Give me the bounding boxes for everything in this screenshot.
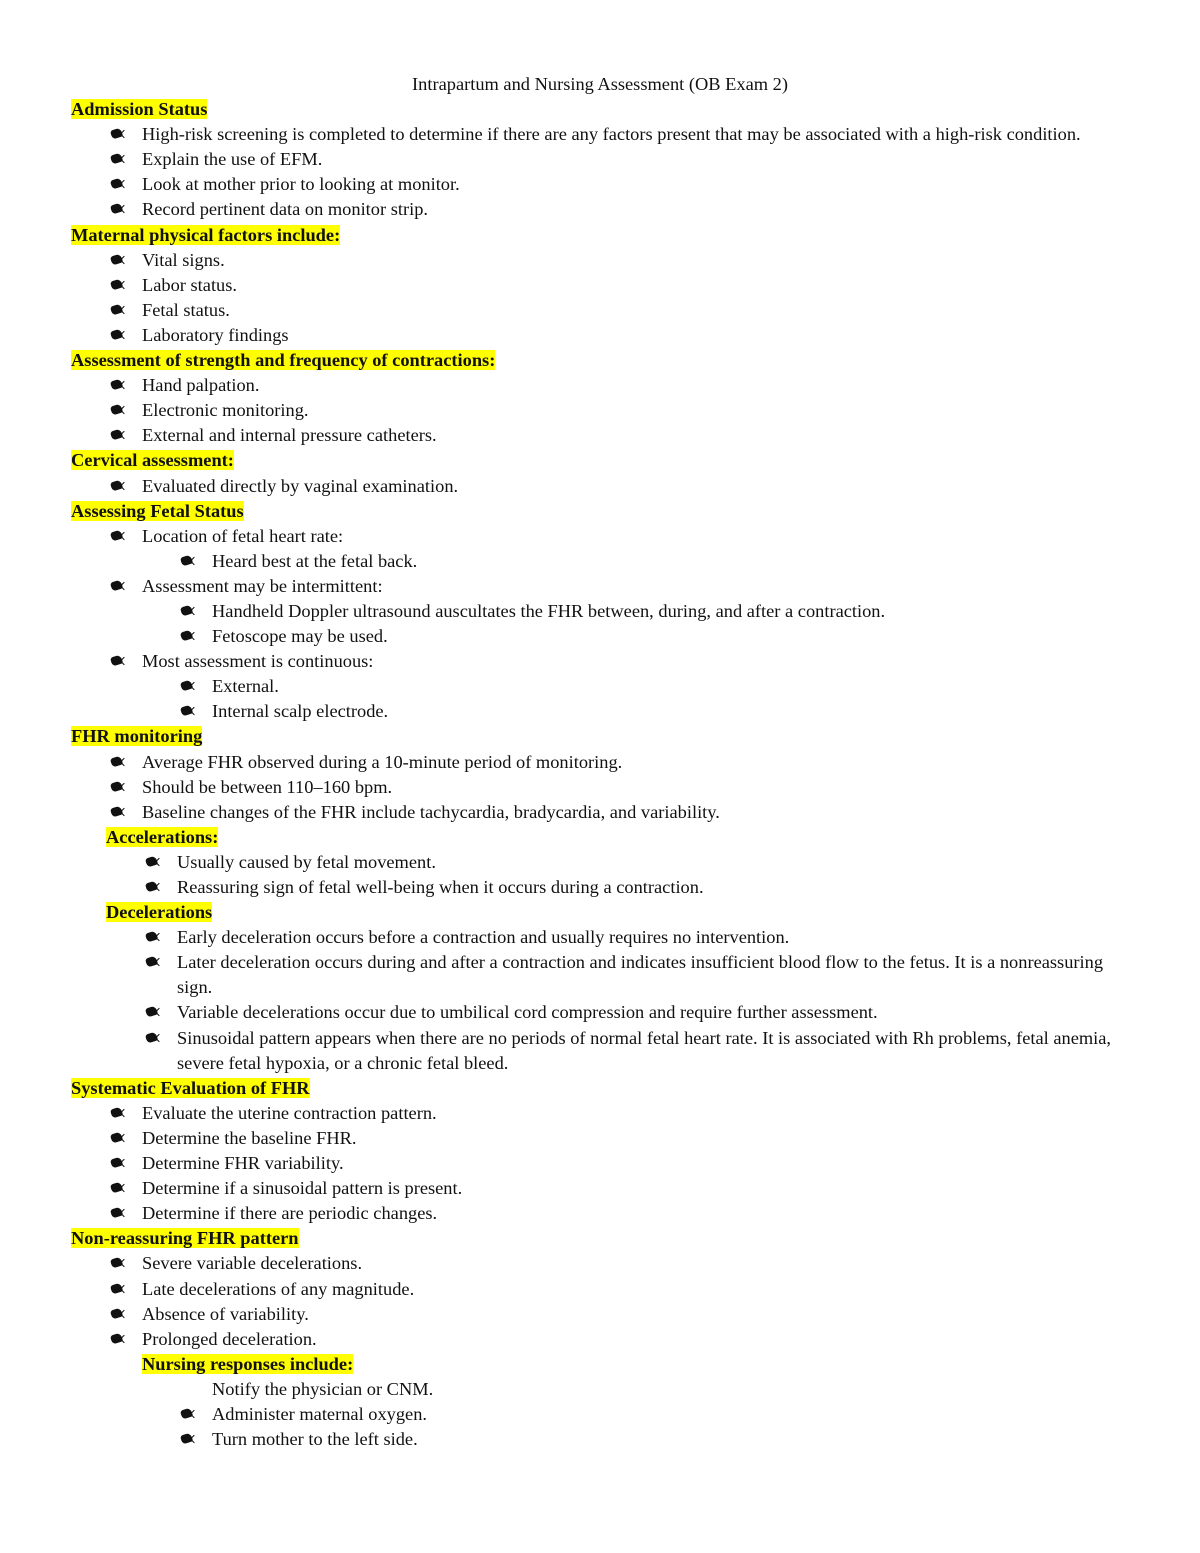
list-item: Record pertinent data on monitor strip.	[71, 197, 1131, 222]
hand-bullet-icon	[180, 678, 198, 694]
list-item: Determine if a sinusoidal pattern is present.	[71, 1176, 1131, 1201]
hand-bullet-icon	[110, 151, 128, 167]
section-heading-fetal: Assessing Fetal Status	[71, 500, 244, 521]
list-item: Sinusoidal pattern appears when there are no periods of normal fetal heart rate. It is associated with Rh problems, fetal anemia, severe fetal hypoxia, or a chronic fetal bleed.	[71, 1026, 1131, 1076]
hand-bullet-icon	[110, 1105, 128, 1121]
list-item: Look at mother prior to looking at monitor.	[71, 172, 1131, 197]
list-item: Internal scalp electrode.	[71, 699, 1131, 724]
hand-bullet-icon	[110, 1331, 128, 1347]
hand-bullet-icon	[110, 528, 128, 544]
list-item: Fetoscope may be used.	[71, 624, 1131, 649]
hand-bullet-icon	[180, 703, 198, 719]
list-item: Assessment may be intermittent:	[71, 574, 1131, 599]
hand-bullet-icon	[180, 603, 198, 619]
list-item: Determine FHR variability.	[71, 1151, 1131, 1176]
section-heading-maternal: Maternal physical factors include:	[71, 224, 341, 245]
hand-bullet-icon	[110, 1205, 128, 1221]
list-item: Average FHR observed during a 10-minute period of monitoring.	[71, 750, 1131, 775]
hand-bullet-icon	[110, 779, 128, 795]
list-item: High-risk screening is completed to determine if there are any factors present that may be associated with a high-risk condition.	[71, 122, 1131, 147]
hand-bullet-icon	[110, 327, 128, 343]
hand-bullet-icon	[145, 954, 163, 970]
list-item: External and internal pressure catheters.	[71, 423, 1131, 448]
list-item: Handheld Doppler ultrasound auscultates the FHR between, during, and after a contraction.	[71, 599, 1131, 624]
list-item: Determine the baseline FHR.	[71, 1126, 1131, 1151]
hand-bullet-icon	[145, 1004, 163, 1020]
list-item: Prolonged deceleration.	[71, 1327, 1131, 1352]
hand-bullet-icon	[110, 427, 128, 443]
hand-bullet-icon	[110, 201, 128, 217]
hand-bullet-icon	[110, 478, 128, 494]
hand-bullet-icon	[110, 252, 128, 268]
list-item: Severe variable decelerations.	[71, 1251, 1131, 1276]
hand-bullet-icon	[145, 929, 163, 945]
hand-bullet-icon	[145, 854, 163, 870]
list-item: Early deceleration occurs before a contraction and usually requires no intervention.	[71, 925, 1131, 950]
section-heading-contractions: Assessment of strength and frequency of contractions:	[71, 350, 496, 371]
document-title: Intrapartum and Nursing Assessment (OB Exam 2)	[412, 74, 788, 94]
list-item: Late decelerations of any magnitude.	[71, 1277, 1131, 1302]
hand-bullet-icon	[110, 377, 128, 393]
subheading-accelerations: Accelerations:	[106, 826, 219, 847]
list-item: Evaluate the uterine contraction pattern.	[71, 1101, 1131, 1126]
list-item: Most assessment is continuous:	[71, 649, 1131, 674]
list-item: Determine if there are periodic changes.	[71, 1201, 1131, 1226]
hand-bullet-icon	[110, 1255, 128, 1271]
hand-bullet-icon	[145, 1030, 163, 1046]
hand-bullet-icon	[110, 176, 128, 192]
list-item: Heard best at the fetal back.	[71, 549, 1131, 574]
hand-bullet-icon	[180, 553, 198, 569]
document	[71, 72, 1131, 1452]
subheading-nursing-responses: Nursing responses include:	[142, 1353, 354, 1374]
section-heading-systematic: Systematic Evaluation of FHR	[71, 1077, 310, 1098]
list-item: Location of fetal heart rate:	[71, 524, 1131, 549]
hand-bullet-icon	[110, 804, 128, 820]
hand-bullet-icon	[145, 879, 163, 895]
list-item: Electronic monitoring.	[71, 398, 1131, 423]
list-item: Absence of variability.	[71, 1302, 1131, 1327]
hand-bullet-icon	[180, 1406, 198, 1422]
section-heading-admission: Admission Status	[71, 99, 208, 120]
list-item: External.	[71, 674, 1131, 699]
subheading-decelerations: Decelerations	[106, 902, 213, 923]
hand-bullet-icon	[110, 754, 128, 770]
hand-bullet-icon	[110, 302, 128, 318]
nursing-response-text: Notify the physician or CNM.	[212, 1378, 434, 1399]
list-item: Hand palpation.	[71, 373, 1131, 398]
hand-bullet-icon	[110, 402, 128, 418]
list-item: Explain the use of EFM.	[71, 147, 1131, 172]
hand-bullet-icon	[110, 1180, 128, 1196]
hand-bullet-icon	[110, 653, 128, 669]
hand-bullet-icon	[110, 277, 128, 293]
list-item: Later deceleration occurs during and after a contraction and indicates insufficient blood flow to the fetus. It is a nonreassuring sign.	[71, 950, 1131, 1000]
list-item: Baseline changes of the FHR include tachycardia, bradycardia, and variability.	[71, 800, 1131, 825]
section-heading-cervical: Cervical assessment:	[71, 450, 234, 471]
list-item: Labor status.	[71, 273, 1131, 298]
list-item: Variable decelerations occur due to umbilical cord compression and require further assessment.	[71, 1000, 1131, 1025]
list-item: Fetal status.	[71, 298, 1131, 323]
list-item: Vital signs.	[71, 248, 1131, 273]
hand-bullet-icon	[180, 628, 198, 644]
hand-bullet-icon	[110, 1130, 128, 1146]
list-item: Administer maternal oxygen.	[71, 1402, 1131, 1427]
hand-bullet-icon	[110, 126, 128, 142]
list-item: Turn mother to the left side.	[71, 1427, 1131, 1452]
section-heading-nonreassuring: Non-reassuring FHR pattern	[71, 1228, 299, 1249]
list-item: Reassuring sign of fetal well-being when it occurs during a contraction.	[71, 875, 1131, 900]
hand-bullet-icon	[110, 1306, 128, 1322]
list-item: Should be between 110–160 bpm.	[71, 775, 1131, 800]
hand-bullet-icon	[110, 578, 128, 594]
section-heading-fhr: FHR monitoring	[71, 726, 203, 747]
list-item: Evaluated directly by vaginal examination.	[71, 474, 1131, 499]
hand-bullet-icon	[180, 1431, 198, 1447]
hand-bullet-icon	[110, 1281, 128, 1297]
list-item: Usually caused by fetal movement.	[71, 850, 1131, 875]
list-item: Laboratory findings	[71, 323, 1131, 348]
hand-bullet-icon	[110, 1155, 128, 1171]
